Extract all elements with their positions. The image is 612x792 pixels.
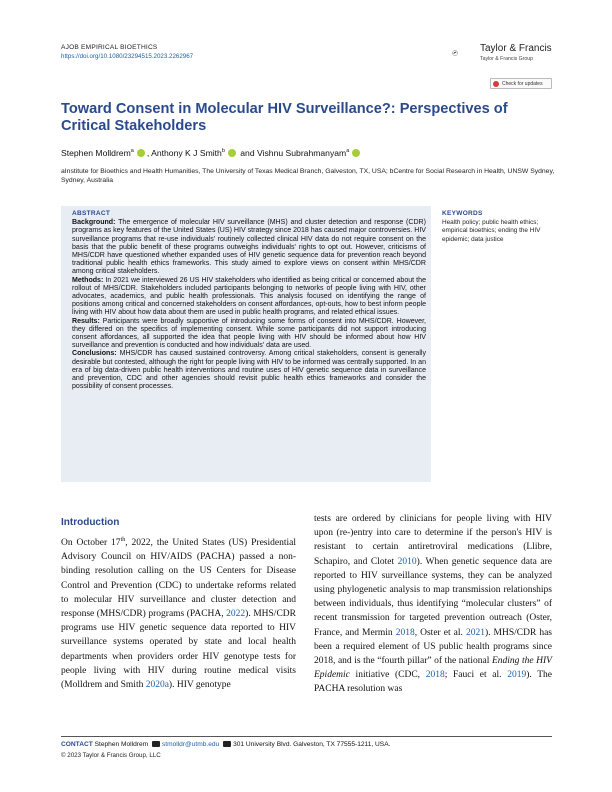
abstract-conclusions [72, 350, 426, 391]
doi-link[interactable]: https://doi.org/10.1080/23294515.2023.2262967 [61, 53, 194, 60]
contact-address: 301 University Blvd. Galveston, TX 77555-1211, USA. [233, 741, 391, 748]
results-label: Results: [72, 317, 100, 325]
body-text-segment: initiative (CDC, [349, 670, 426, 681]
conclusions-text: MHS/CDR has caused sustained controversy. Among critical stakeholders, consent is generally desirable but contested, although the right for people living with HIV to be informed was centrally supported. In an era of big data-driven public health interventions and routine uses of HIV genetic sequence data in surveillance and prevention, CDC and other agencies should revisit public health ethics frameworks and consider the possibility of consent processes. [72, 350, 426, 391]
background-text: The emergence of molecular HIV surveillance (MHS) and cluster detection and response (CDR) programs as key features of the United States (US) HIV strategy since 2018 has caused major controversies. HIV surveillance programs that re-use individuals' routinely collected clinical HIV data do not require consent on the basis that the public benefit of these programs outweighs individuals' rights to opt out. However, criticisms of MHS/CDR have questioned whether expanded uses of HIV genetic sequence data for prevention reach beyond traditional public health ethics frameworks. This study aimed to explore views on consent within MHS/CDR among critical stakeholders. [72, 219, 426, 276]
author-separator: and [240, 148, 255, 158]
body-text-segment: , Oster et al. [414, 627, 466, 638]
journal-name: AJOB EMPIRICAL BIOETHICS [61, 44, 158, 51]
body-text-segment: , 2022, the United States (US) Presidential Advisory Council on HIV/AIDS (PACHA) passed a non-binding resolution calling on the US Centers for Disease Control and Prevention (CDC) to undertake reforms related to molecular HIV surveillance and cluster detection and response (MHS/CDR) programs (PACHA, [61, 538, 296, 620]
orcid-icon[interactable] [228, 149, 236, 157]
body-text-segment: Ending the HIV Epidemic [314, 656, 552, 681]
keywords-list: Health policy; public health ethics; empirical bioethics; ending the HIV epidemic; data justice [442, 219, 541, 243]
author-separator: , [146, 148, 150, 158]
contact-line [61, 741, 390, 748]
abstract-results [72, 318, 426, 351]
body-text-segment: th [120, 536, 126, 543]
results-text: Participants were broadly supportive of introducing some forms of consent into MHS/CDR. However, they differed on the specifics of implementing consent. While some participants did not support introducing consent affordances, all supported the idea that people living with HIV should be informed about how HIV surveillance and prevention is conducted and how individuals' data are used. [72, 317, 426, 350]
methods-text: In 2021 we interviewed 26 US HIV stakeholders who identified as being critical or concerned about the rollout of MHS/CDR. Stakeholders included participants belonging to networks of people living with HIV, other advocates, academics, and public health professionals. This analysis focused on identifying the range of positions among critical and concerned stakeholders on consent affordances, opt-outs, how to best inform people living with HIV about how data about them are used in public health programs, and related ethical issues. [72, 276, 426, 317]
section-heading-introduction: Introduction [61, 517, 120, 528]
body-column-left [61, 536, 296, 692]
citation-link[interactable]: 2020a [145, 680, 169, 691]
body-text-segment: ). When genetic sequence data are reported to HIV surveillance systems, they can be analyzed using phylogenetic analysis to map transmission relationships between individuals, thus identifying “molecular clusters” of recent transmission for targeted prevention outreach (Oster, France, and Mermin [314, 556, 552, 638]
abstract-background [72, 219, 426, 276]
abstract-methods [72, 277, 426, 318]
abstract-heading: ABSTRACT [72, 210, 111, 217]
email-icon [152, 741, 160, 747]
citation-link[interactable]: 2022 [226, 609, 246, 620]
check-for-updates-button[interactable] [490, 78, 552, 89]
footer-divider [61, 736, 552, 737]
body-column-right [314, 512, 552, 697]
publisher-name: Taylor & Francis [480, 43, 552, 54]
check-updates-label: Check for updates [502, 80, 543, 87]
orcid-icon[interactable] [137, 149, 145, 157]
author-name: Vishnu Subrahmanyam [257, 148, 347, 158]
body-text-segment: ). MHS/CDR programs use HIV genetic sequence data reported to HIV surveillance systems operated by state and local health departments when providers order HIV genotype tests for people living with HIV during routine medical visits (Molldrem and Smith [61, 609, 296, 691]
author-name: Stephen Molldrem [61, 148, 131, 158]
contact-label: CONTACT [61, 741, 93, 748]
citation-link[interactable]: 2021 [465, 627, 485, 638]
author-name: Anthony K J Smith [151, 148, 222, 158]
citation-link[interactable]: 2018 [395, 627, 415, 638]
taylor-francis-logo-icon [452, 40, 478, 66]
author-affiliation-mark: b [221, 148, 225, 155]
body-text-segment: ). MHS/CDR has been a required element of US public health programs since 2018, and is the “fourth pillar” of the national [314, 627, 553, 667]
citation-link[interactable]: 2019 [507, 670, 527, 681]
article-title: Toward Consent in Molecular HIV Surveillance?: Perspectives of Critical Stakeholders [61, 101, 508, 134]
body-text-segment: ). The PACHA resolution was [314, 670, 552, 695]
address-icon [223, 741, 231, 747]
body-text-segment: ; Fauci et al. [444, 670, 508, 681]
body-text-segment: On October 17 [61, 538, 121, 548]
publisher-group: Taylor & Francis Group [480, 56, 534, 62]
copyright: © 2023 Taylor & Francis Group, LLC [61, 752, 161, 759]
methods-label: Methods: [72, 276, 104, 284]
conclusions-label: Conclusions: [72, 350, 117, 358]
author-list [61, 148, 561, 158]
body-text-segment: tests are ordered by clinicians for people living with HIV upon (re-)entry into care to determine if the person's HIV is resistant to certain antiretroviral medications (Llibre, Schapiro, and Clotet [314, 514, 552, 567]
author-affiliation-mark: a [130, 148, 134, 155]
citation-link[interactable]: 2018 [425, 670, 445, 681]
citation-link[interactable]: 2010 [397, 556, 417, 567]
author-affiliation-mark: a [346, 148, 350, 155]
orcid-icon[interactable] [352, 149, 360, 157]
keywords-heading: KEYWORDS [442, 210, 483, 217]
abstract [72, 210, 426, 391]
check-updates-icon [493, 81, 499, 87]
contact-name: Stephen Molldrem [94, 741, 149, 748]
body-text-segment: ). HIV genotype [168, 680, 231, 691]
background-label: Background: [72, 219, 116, 227]
contact-email[interactable]: stmolldr@utmb.edu [161, 741, 220, 748]
affiliations: aInstitute for Bioethics and Health Humanities, The University of Texas Medical Branch, Galveston, TX, USA; bCentre for Social Research in Health, UNSW Sydney, Sydney, Australia [61, 168, 555, 184]
